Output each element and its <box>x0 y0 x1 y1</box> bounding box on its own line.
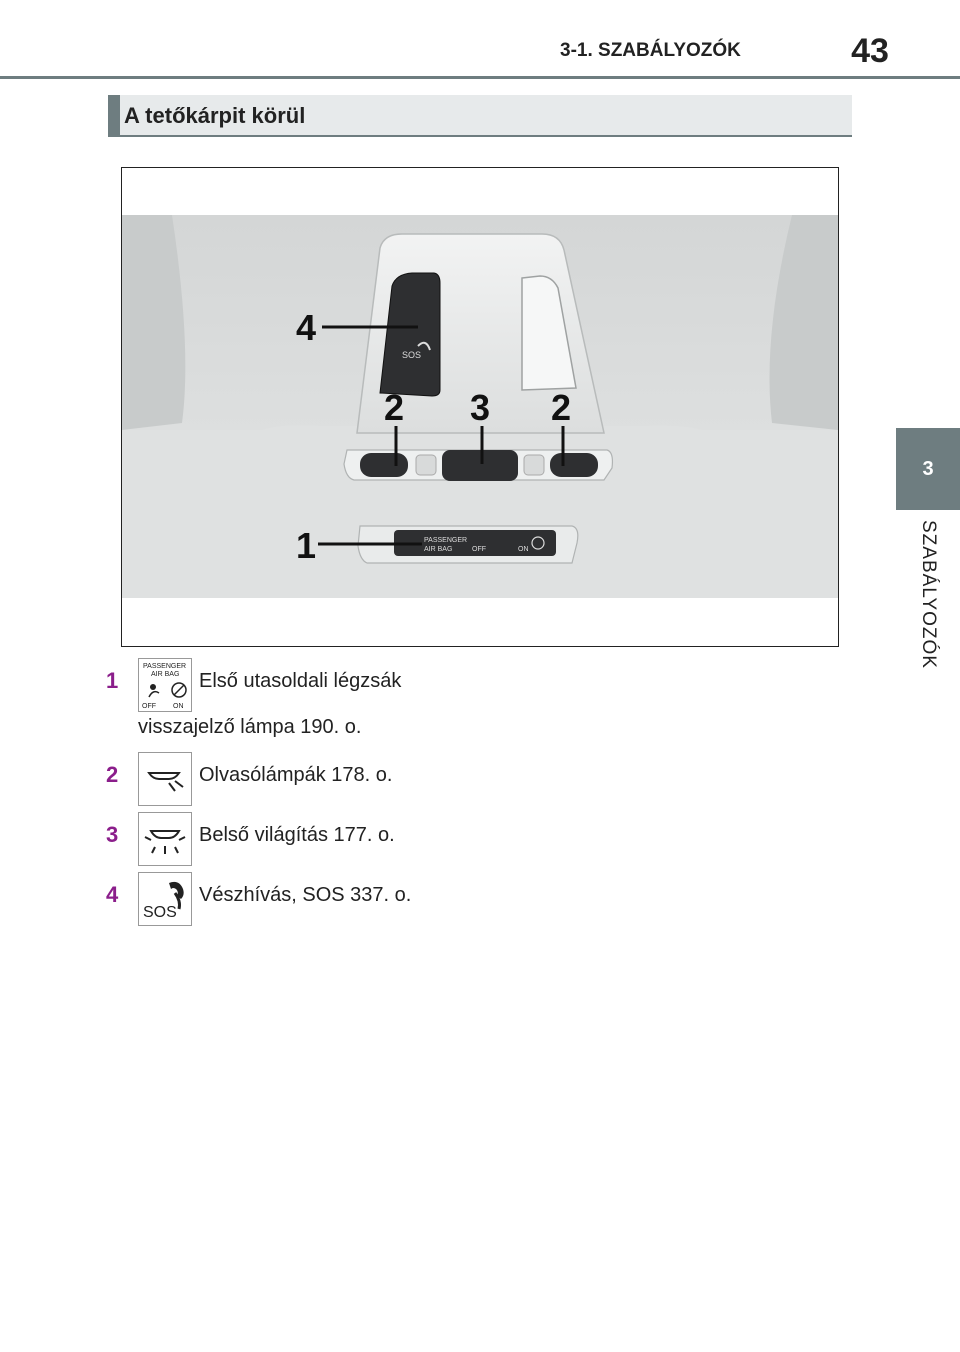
callout-1: 1 <box>296 525 317 566</box>
legend-number: 2 <box>106 762 119 787</box>
reading-lamp-left-button <box>360 453 408 477</box>
callout-3: 3 <box>470 387 491 428</box>
airbag-on-text: ON <box>518 546 529 553</box>
airbag-icon-on-text: ON <box>173 703 184 710</box>
overhead-console-figure <box>121 167 839 647</box>
legend-text: Vészhívás, SOS 337. o. <box>199 884 412 906</box>
section-accent-bar <box>108 95 120 135</box>
legend-number: 4 <box>106 882 119 907</box>
legend-item-3 <box>100 812 820 872</box>
callout-4: 4 <box>296 307 317 348</box>
legend-number: 3 <box>106 822 119 847</box>
airbag-icon-off-text: OFF <box>142 703 156 710</box>
legend-text: Belső világítás 177. o. <box>199 824 395 846</box>
interior-light-icon <box>138 812 192 866</box>
callout-2-right: 2 <box>551 387 572 428</box>
legend-text: Olvasólámpák 178. o. <box>199 764 393 786</box>
page-number: 43 <box>851 32 889 70</box>
passenger-airbag-icon <box>138 658 192 712</box>
sos-call-icon <box>138 872 192 926</box>
sos-icon-text: SOS <box>143 904 177 921</box>
chapter-tab-number: 3 <box>922 457 934 480</box>
airbag-passenger-text: PASSENGER <box>424 537 468 544</box>
airbag-icon-passenger-text: PASSENGER <box>143 663 187 670</box>
header-rule <box>0 76 960 79</box>
chapter-label <box>896 520 960 680</box>
legend-item-4 <box>100 872 820 932</box>
legend-item-2 <box>100 752 820 812</box>
legend-1-continuation: visszajelző lámpa 190. o. <box>138 716 362 738</box>
left-roof-trim <box>122 215 185 430</box>
airbag-airbag-text: AIR BAG <box>424 546 453 553</box>
interior-light-button <box>442 450 518 481</box>
reading-lamp-right-button <box>550 453 598 477</box>
legend-item-1 <box>100 658 820 718</box>
airbag-icon-airbag-text: AIR BAG <box>151 671 180 678</box>
sos-button-text: SOS <box>402 350 422 360</box>
overhead-console-illustration <box>122 168 838 646</box>
legend-number: 1 <box>106 668 119 693</box>
callout-2-left: 2 <box>384 387 405 428</box>
right-lens <box>524 455 544 475</box>
left-lens <box>416 455 436 475</box>
airbag-off-text: OFF <box>472 546 486 553</box>
reading-lamp-icon <box>138 752 192 806</box>
chapter-label-text: SZABÁLYOZÓK <box>918 520 939 669</box>
legend-text: Első utasoldali légzsák <box>199 670 402 692</box>
chapter-tab <box>896 428 960 510</box>
section-header <box>108 95 852 137</box>
section-title: A tetőkárpit körül <box>124 103 306 128</box>
header-title: 3-1. SZABÁLYOZÓK <box>560 40 741 61</box>
